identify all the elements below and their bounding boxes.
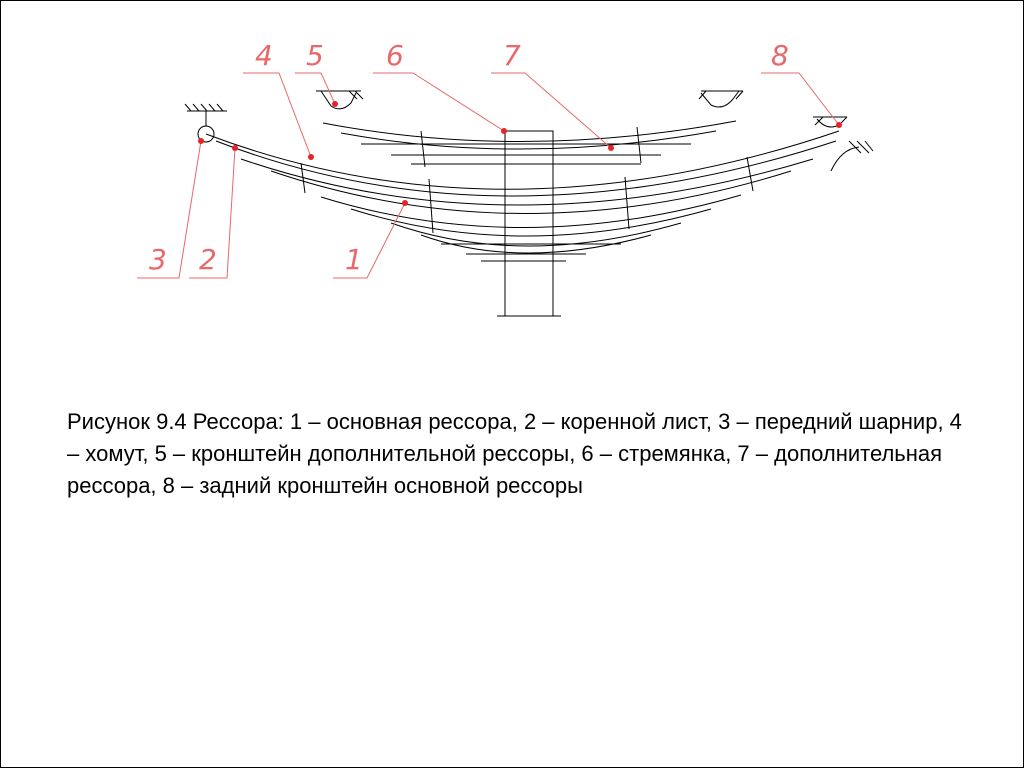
callout-4-label: 4 bbox=[255, 39, 273, 72]
additional-leaf-2 bbox=[341, 131, 716, 149]
spring-drawing bbox=[185, 91, 873, 316]
main-leaf-4 bbox=[271, 171, 791, 214]
main-leaf-5 bbox=[321, 195, 741, 228]
callout-5-label: 5 bbox=[306, 39, 324, 72]
callout-3-dot bbox=[198, 138, 204, 144]
callout-2-dot bbox=[232, 145, 238, 151]
callout-8-dot bbox=[836, 122, 842, 128]
callout-6-label: 6 bbox=[386, 39, 404, 72]
clamp-right-2 bbox=[747, 157, 753, 191]
callout-dots bbox=[198, 101, 842, 206]
callout-4-dot bbox=[308, 154, 314, 160]
callouts bbox=[137, 73, 839, 278]
clamp-left-2 bbox=[429, 179, 433, 233]
callout-2-label: 2 bbox=[199, 243, 217, 276]
main-leaf-3 bbox=[241, 159, 813, 205]
clamp-add-2 bbox=[637, 127, 641, 163]
callout-6-leader bbox=[373, 73, 504, 131]
callout-3-leader bbox=[137, 141, 201, 278]
callout-7-leader bbox=[491, 73, 611, 148]
callout-1-dot bbox=[402, 200, 408, 206]
callout-8-label: 8 bbox=[771, 39, 789, 72]
leaf-spring-diagram bbox=[1, 1, 1023, 381]
clamp-right-1 bbox=[625, 177, 629, 229]
callout-5-leader bbox=[295, 73, 335, 104]
callout-labels bbox=[149, 39, 789, 276]
clamp-add-1 bbox=[421, 131, 425, 167]
callout-7-dot bbox=[608, 145, 614, 151]
u-bolt bbox=[505, 131, 553, 316]
callout-6-dot bbox=[501, 128, 507, 134]
callout-7-label: 7 bbox=[503, 39, 521, 72]
callout-5-dot bbox=[332, 101, 338, 107]
callout-4-leader bbox=[243, 73, 311, 157]
figure-caption: Рисунок 9.4 Рессора: 1 – основная рессора, 2 – коренной лист, 3 – передний шарнир, 4 – хомут, 5 – кронштейн дополнительной рессоры, 6 – стремянка, 7 – дополнительная рессора, 8 – задний кронштейн основной рессоры bbox=[67, 409, 962, 498]
callout-3-label: 3 bbox=[149, 243, 167, 276]
callout-1-label: 1 bbox=[345, 243, 363, 276]
